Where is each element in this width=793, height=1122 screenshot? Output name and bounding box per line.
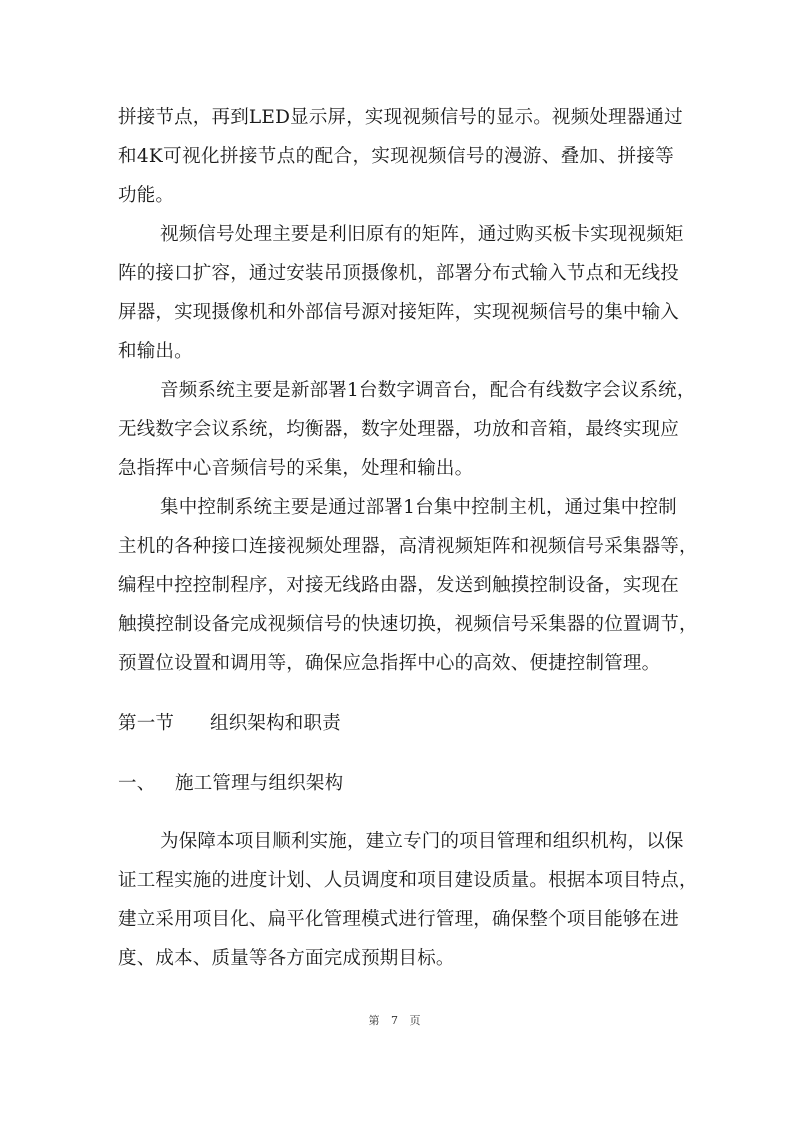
body-line: 预置位设置和调用等，确保应急指挥中心的高效、便捷控制管理。 xyxy=(118,653,661,674)
page-number-footer: 第 7 页 xyxy=(368,1014,425,1027)
body-line: 主机的各种接口连接视频处理器，高清视频矩阵和视频信号采集器等， xyxy=(118,536,698,557)
paragraph-video-processing-start: 视频信号处理主要是利旧原有的矩阵，通过购买板卡实现视频矩 xyxy=(160,224,684,245)
section-title: 组织架构和职责 xyxy=(210,713,341,734)
body-line: 证工程实施的进度计划、人员调度和项目建设质量。根据本项目特点， xyxy=(118,870,698,891)
body-line: 和输出。 xyxy=(118,341,193,362)
body-line: 度、成本、质量等各方面完成预期目标。 xyxy=(118,948,455,969)
paragraph-audio-start: 音频系统主要是新部署1台数字调音台，配合有线数字会议系统， xyxy=(160,380,696,401)
body-line: 和4K可视化拼接节点的配合，实现视频信号的漫游、叠加、拼接等 xyxy=(118,146,674,167)
body-line: 无线数字会议系统，均衡器，数字处理器，功放和音箱，最终实现应 xyxy=(118,419,680,440)
body-line: 急指挥中心音频信号的采集，处理和输出。 xyxy=(118,458,474,479)
subsection-number: 一、 xyxy=(118,773,156,794)
body-line: 功能。 xyxy=(118,185,175,206)
section-heading xyxy=(118,704,341,743)
section-number: 第一节 xyxy=(118,713,175,734)
paragraph-control-start: 集中控制系统主要是通过部署1台集中控制主机，通过集中控制 xyxy=(160,497,677,518)
subsection-title: 施工管理与组织架构 xyxy=(175,773,344,794)
body-line: 建立采用项目化、扁平化管理模式进行管理，确保整个项目能够在进 xyxy=(118,909,680,930)
subsection-heading xyxy=(118,764,343,803)
body-line: 屏器，实现摄像机和外部信号源对接矩阵，实现视频信号的集中输入 xyxy=(118,302,680,323)
body-line: 拼接节点，再到LED显示屏，实现视频信号的显示。视频处理器通过 xyxy=(118,107,683,128)
body-line: 编程中控控制程序，对接无线路由器，发送到触摸控制设备，实现在 xyxy=(118,575,680,596)
body-line: 阵的接口扩容，通过安装吊顶摄像机，部署分布式输入节点和无线投 xyxy=(118,263,680,284)
paragraph-org-start: 为保障本项目顺利实施，建立专门的项目管理和组织机构，以保 xyxy=(160,831,684,852)
body-line: 触摸控制设备完成视频信号的快速切换，视频信号采集器的位置调节， xyxy=(118,614,698,635)
